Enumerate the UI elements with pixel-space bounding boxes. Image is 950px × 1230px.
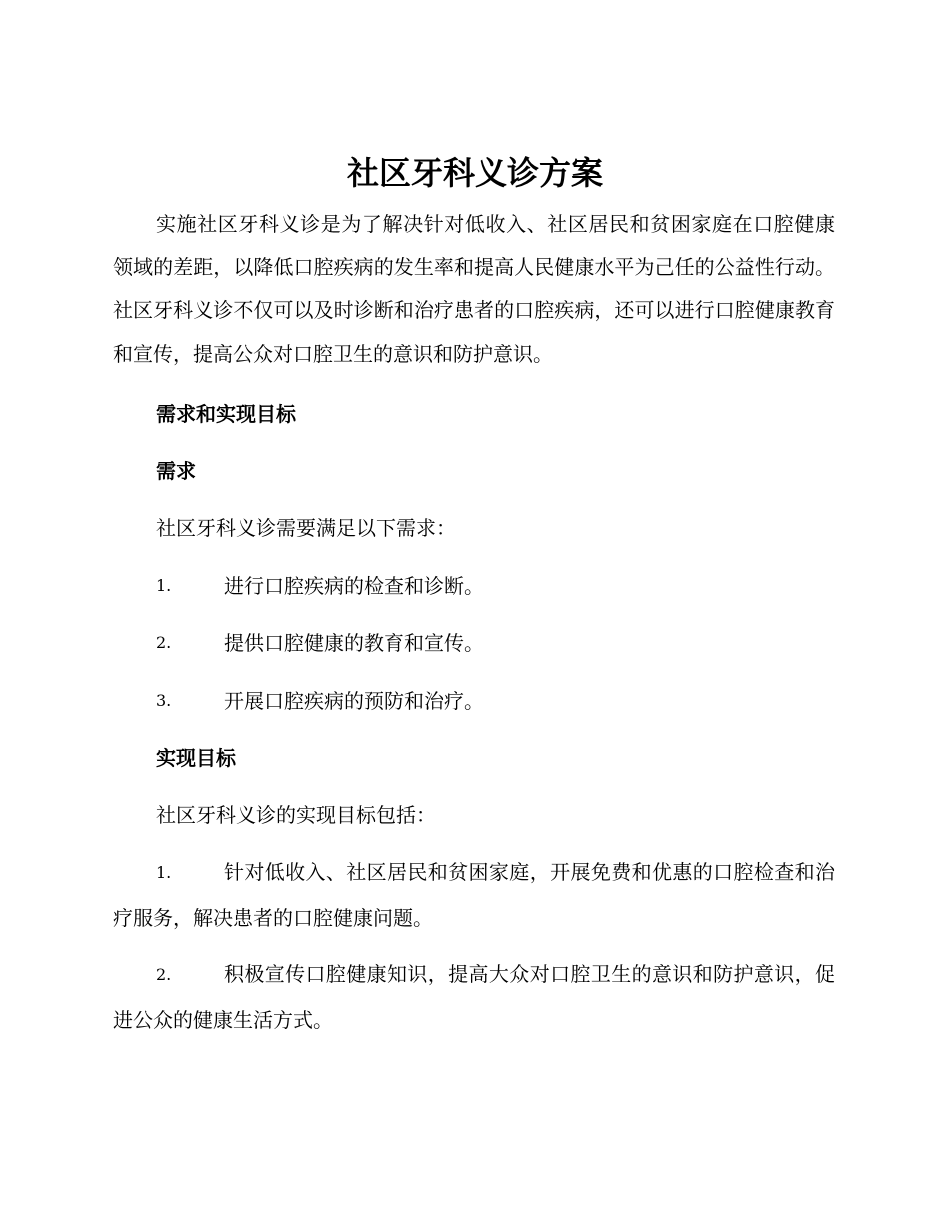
list-item-text: 积极宣传口腔健康知识，提高大众对口腔卫生的意识和防护意识，促进公众的健康生活方式。 [113, 962, 835, 1032]
list-item-text: 针对低收入、社区居民和贫困家庭，开展免费和优惠的口腔检查和治疗服务，解决患者的口腔健康问题。 [113, 860, 835, 930]
intro-paragraph: 实施社区牙科义诊是为了解决针对低收入、社区居民和贫困家庭在口腔健康领域的差距，以降低口腔疾病的发生率和提高人民健康水平为己任的公益性行动。社区牙科义诊不仅可以及时诊断和治疗患者的口腔疾病，还可以进行口腔健康教育和宣传，提高公众对口腔卫生的意识和防护意识。 [113, 212, 835, 366]
needs-heading: 需求 [156, 459, 196, 483]
list-item-number: 3. [156, 691, 172, 710]
list-item-number: 2. [156, 633, 172, 652]
needs-lead: 社区牙科义诊需要满足以下需求： [156, 516, 456, 540]
list-item-number: 2. [156, 965, 172, 984]
goals-lead: 社区牙科义诊的实现目标包括： [156, 803, 436, 827]
list-item-text: 提供口腔健康的教育和宣传。 [224, 631, 484, 655]
list-item-text: 进行口腔疾病的检查和诊断。 [224, 574, 484, 598]
list-item-number: 1. [156, 576, 172, 595]
section-heading: 需求和实现目标 [156, 402, 296, 426]
list-item-text: 开展口腔疾病的预防和治疗。 [224, 689, 484, 713]
list-item-number: 1. [156, 863, 172, 882]
goals-heading: 实现目标 [156, 746, 236, 770]
document-title: 社区牙科义诊方案 [346, 154, 603, 192]
